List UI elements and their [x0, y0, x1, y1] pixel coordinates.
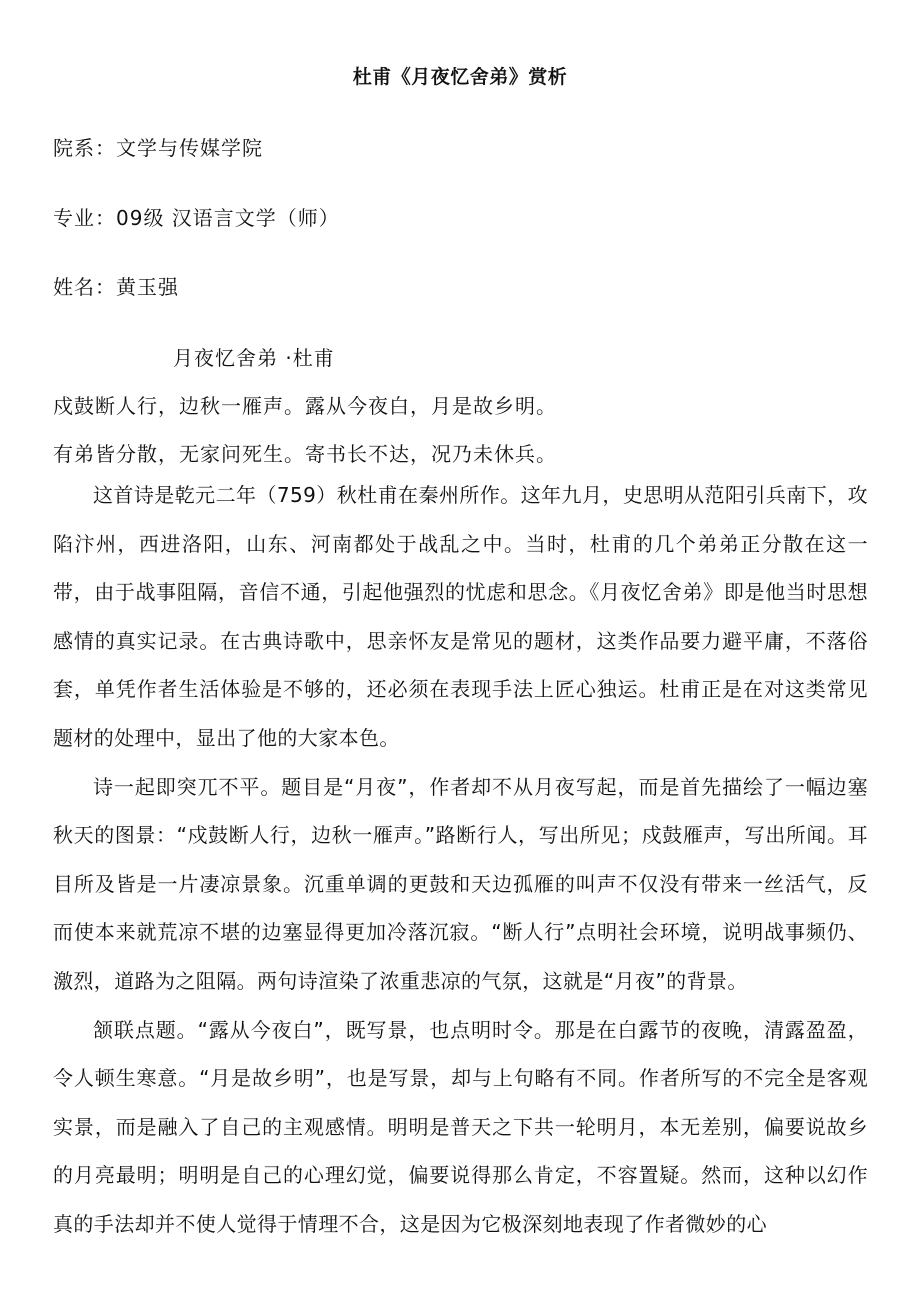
document-title: 杜甫《月夜忆舍弟》赏析: [352, 66, 568, 88]
poem-heading: 月夜忆舍弟 ·杜甫: [173, 346, 335, 370]
poem-line: 戍鼓断人行，边秋一雁声。露从今夜白，月是故乡明。: [53, 394, 557, 418]
department-line: 院系：文学与传媒学院: [53, 136, 263, 160]
essay-paragraph: 诗一起即突兀不平。题目是“月夜”，作者却不从月夜写起，而是首先描绘了一幅边塞秋天的图景：“戍鼓断人行，边秋一雁声。”路断行人，写出所见；戍鼓雁声，写出所闻。耳目所及皆是一片凄凉景象。沉重单调的更鼓和天边孤雁的叫声不仅没有带来一丝活气，反而使本来就荒凉不堪的边塞显得更加冷落沉寂。“断人行”点明社会环境，说明战事频仍、激烈，道路为之阻隔。两句诗渲染了浓重悲凉的气氛，这就是“月夜”的背景。: [53, 774, 868, 993]
major-line: 专业：09级 汉语言文学（师）: [53, 206, 340, 230]
essay-body: [53, 471, 868, 1249]
poem-line: 有弟皆分散，无家问死生。寄书长不达，况乃未休兵。: [53, 442, 557, 466]
essay-paragraph: 颔联点题。“露从今夜白”，既写景，也点明时令。那是在白露节的夜晚，清露盈盈，令人顿生寒意。“月是故乡明”，也是写景，却与上句略有不同。作者所写的不完全是客观实景，而是融入了自己的主观感情。明明是普天之下共一轮明月，本无差别，偏要说故乡的月亮最明；明明是自己的心理幻觉，偏要说得那么肯定，不容置疑。然而，这种以幻作真的手法却并不使人觉得于情理不合，这是因为它极深刻地表现了作者微妙的心: [53, 1017, 868, 1236]
essay-paragraph: 这首诗是乾元二年（759）秋杜甫在秦州所作。这年九月，史思明从范阳引兵南下，攻陷汴州，西进洛阳，山东、河南都处于战乱之中。当时，杜甫的几个弟弟正分散在这一带，由于战事阻隔，音信不通，引起他强烈的忧虑和思念。《月夜忆舍弟》即是他当时思想感情的真实记录。在古典诗歌中，思亲怀友是常见的题材，这类作品要力避平庸，不落俗套，单凭作者生活体验是不够的，还必须在表现手法上匠心独运。杜甫正是在对这类常见题材的处理中，显出了他的大家本色。: [53, 483, 868, 750]
author-name-line: 姓名：黄玉强: [53, 275, 179, 299]
